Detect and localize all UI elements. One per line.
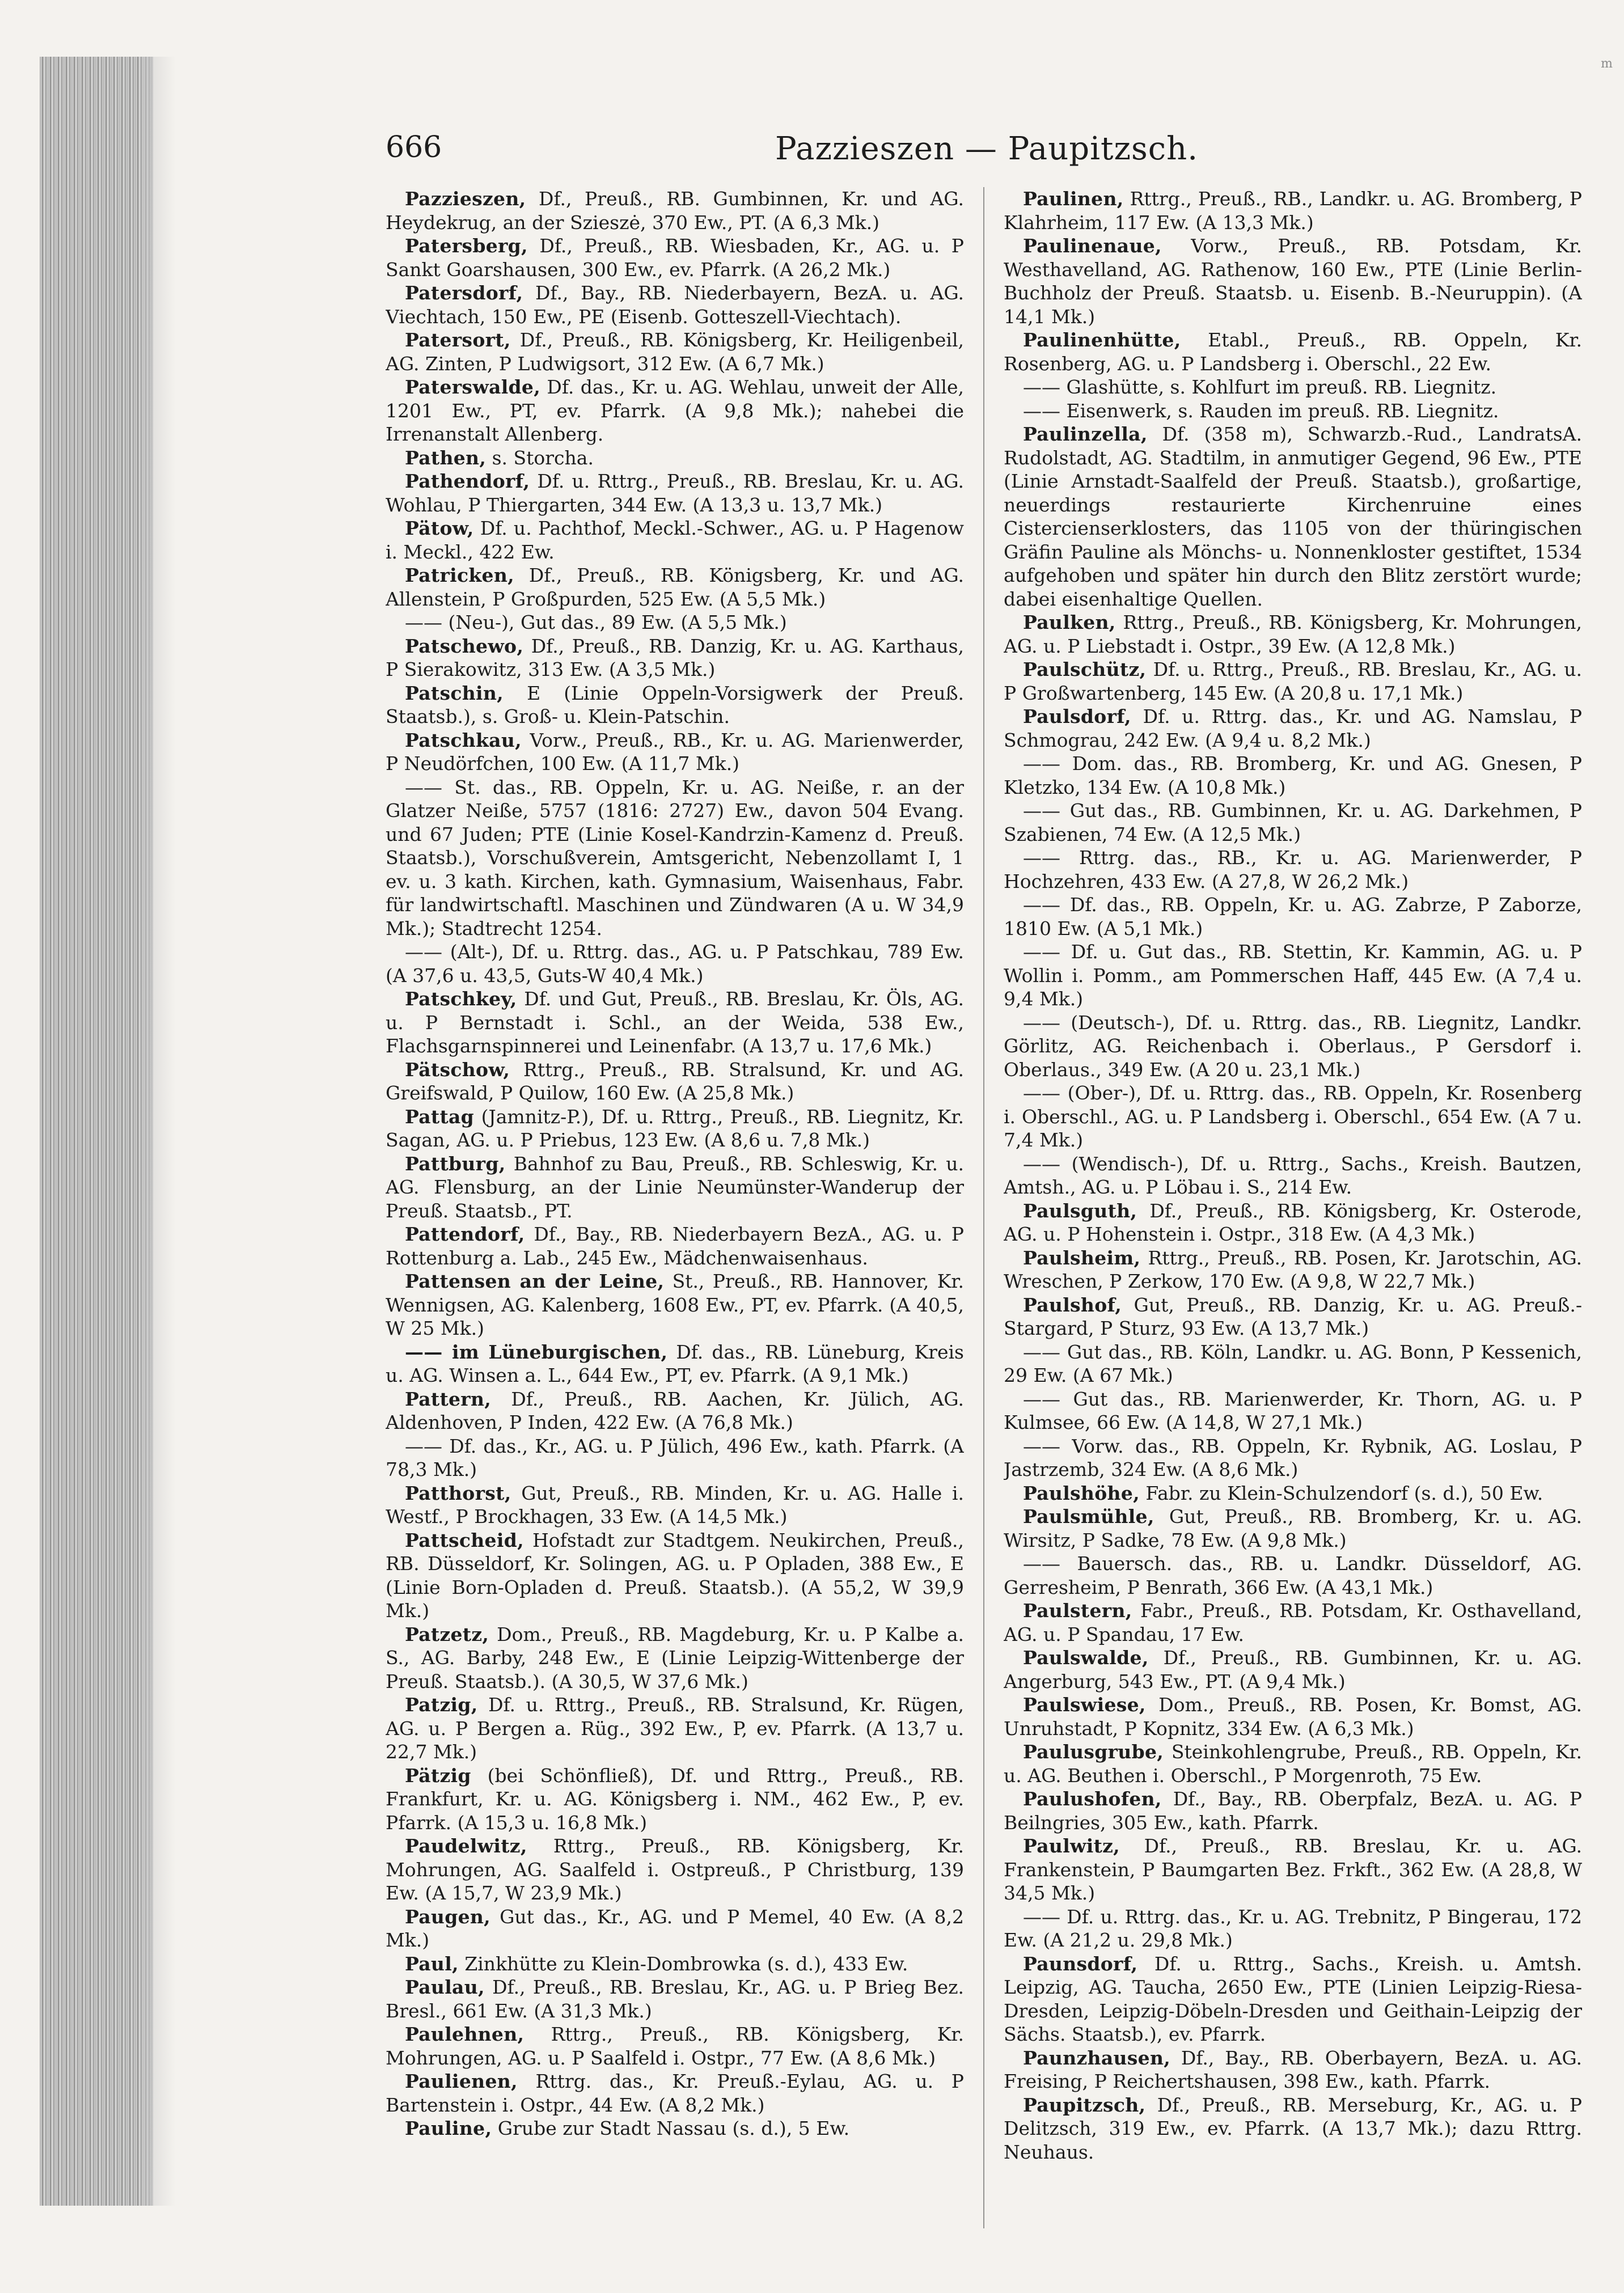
entry-text: Vorw., Preuß., RB., Kr. u. AG. Marienwerder, P Neudörfchen, 100 Ew. (A 11,7 Mk.) [386, 729, 964, 775]
entry-text: —— Df. das., Kr., AG. u. P Jülich, 496 Ew., kath. Pfarrk. (A 78,3 Mk.) [386, 1435, 964, 1480]
entry-text: Df., Preuß., RB. Königsberg, Kr. Heiligenbeil, AG. Zinten, P Ludwigsort, 312 Ew. (A 6,7 Mk.) [386, 329, 964, 375]
gazetteer-entry [386, 234, 964, 281]
entry-text: Df. das., RB. Lüneburg, Kreis u. AG. Winsen a. L., 644 Ew., PT, ev. Pfarrk. (A 9,1 Mk.) [386, 1340, 964, 1386]
entry-headword: Pattburg, [405, 1152, 506, 1175]
entry-text: Df., Preuß., RB. Wiesbaden, Kr., AG. u. P Sankt Goarshausen, 300 Ew., ev. Pfarrk. (A 26,2 Mk.) [386, 235, 964, 281]
gazetteer-entry [1004, 893, 1582, 940]
gazetteer-entry [1004, 1952, 1582, 2046]
entry-text: Rttrg., Preuß., RB. Königsberg, Kr. Mohrungen, AG. u. P Saalfeld i. Ostpr., 77 Ew. (A 8,6 Mk.) [386, 2023, 964, 2069]
entry-headword: Pathendorf, [405, 470, 530, 492]
entry-text: —— Gut das., RB. Köln, Landkr. u. AG. Bonn, P Kessenich, 29 Ew. (A 67 Mk.) [1004, 1340, 1582, 1386]
entry-headword: Paulinen, [1023, 188, 1124, 210]
entry-headword: Patersort, [405, 329, 511, 351]
gazetteer-entry [386, 611, 964, 634]
entry-headword: Paulsmühle, [1023, 1505, 1154, 1528]
gazetteer-entry [386, 1975, 964, 2023]
gazetteer-entry [386, 281, 964, 328]
gazetteer-entry [1004, 1340, 1582, 1387]
entry-text: Gut, Preuß., RB. Minden, Kr. u. AG. Halle i. Westf., P Brockhagen, 33 Ew. (A 14,5 Mk.) [386, 1482, 964, 1528]
entry-text: Df., Preuß., RB. Breslau, Kr. u. AG. Frankenstein, P Baumgarten Bez. Frkft., 362 Ew. (A 28,8, W 34,5 Mk.) [1004, 1835, 1582, 1904]
entry-headword: —— im Lüneburgischen, [405, 1340, 668, 1363]
gazetteer-entry [386, 446, 964, 470]
entry-text: —— St. das., RB. Oppeln, Kr. u. AG. Neiße, r. an der Glatzer Neiße, 5757 (1816: 2727) Ew., davon 504 Evang. und 67 Juden; PTE (Linie Kosel-Kandrzin-Kamenz d. Preuß. Staatsb.), Vorschußverein, Amtsgericht, Nebenzollamt I, 1 ev. u. 3 kath. Kirchen, kath. Gymnasium, Waisenhaus, Fabr. für landwirtschaftl. Maschinen und Zündwaren (A u. W 34,9 Mk.); Stadtrecht 1254. [386, 776, 964, 940]
gazetteer-entry [1004, 611, 1582, 658]
entry-text: Rttrg., Preuß., RB. Stralsund, Kr. und AG. Greifswald, P Quilow, 160 Ew. (A 25,8 Mk.) [386, 1058, 964, 1104]
gazetteer-entry [1004, 1834, 1582, 1905]
gazetteer-entry [1004, 1246, 1582, 1293]
gazetteer-entry [1004, 1787, 1582, 1834]
gazetteer-entry [386, 1905, 964, 1952]
entry-text: —— Glashütte, s. Kohlfurt im preuß. RB. Liegnitz. [1023, 376, 1497, 398]
entry-text: s. Storcha. [492, 446, 594, 469]
entry-text: —— Df. das., RB. Oppeln, Kr. u. AG. Zabrze, P Zaborze, 1810 Ew. (A 5,1 Mk.) [1004, 894, 1582, 940]
entry-text: (Jamnitz-P.), Df. u. Rttrg., Preuß., RB. Liegnitz, Kr. Sagan, AG. u. P Priebus, 123 Ew. (A 8,6 u. 7,8 Mk.) [386, 1105, 964, 1151]
entry-text: Df., Preuß., RB. Danzig, Kr. u. AG. Karthaus, P Sierakowitz, 313 Ew. (A 3,5 Mk.) [386, 634, 964, 680]
gazetteer-entry [1004, 940, 1582, 1011]
gazetteer-entry [1004, 399, 1582, 423]
gazetteer-entry [386, 2070, 964, 2117]
entry-text: Df., Preuß., RB. Gumbinnen, Kr. und AG. Heydekrug, an der Szieszė, 370 Ew., PT. (A 6,3 Mk.) [386, 188, 964, 234]
gazetteer-entry [1004, 328, 1582, 375]
gazetteer-entry [1004, 1152, 1582, 1199]
entry-headword: Pattendorf, [405, 1223, 525, 1245]
gazetteer-entry [1004, 1599, 1582, 1646]
entry-headword: Paulswalde, [1023, 1647, 1149, 1669]
entry-headword: Pattensen an der Leine, [405, 1270, 665, 1292]
entry-text: Df. u. Pachthof, Meckl.-Schwer., AG. u. P Hagenow i. Meckl., 422 Ew. [386, 517, 964, 563]
entry-text: Df., Preuß., RB. Königsberg, Kr. und AG. Allenstein, P Großpurden, 525 Ew. (A 5,5 Mk.) [386, 564, 964, 610]
entry-text: Df., Preuß., RB. Aachen, Kr. Jülich, AG. Aldenhoven, P Inden, 422 Ew. (A 76,8 Mk.) [386, 1387, 964, 1433]
entry-text: Df., Preuß., RB. Breslau, Kr., AG. u. P Brieg Bez. Bresl., 661 Ew. (A 31,3 Mk.) [386, 1976, 964, 2022]
entry-text: Rttrg., Preuß., RB. Königsberg, Kr. Mohrungen, AG. Saalfeld i. Ostpreuß., P Christburg, 139 Ew. (A 15,7, W 23,9 Mk.) [386, 1835, 964, 1904]
gazetteer-entry [386, 1952, 964, 1976]
entry-text: Df., Preuß., RB. Gumbinnen, Kr. u. AG. Angerburg, 543 Ew., PT. (A 9,4 Mk.) [1004, 1647, 1582, 1693]
entry-headword: Patschkey, [405, 988, 517, 1010]
gazetteer-entry [1004, 846, 1582, 893]
entry-text: Fabr. zu Klein-Schulzendorf (s. d.), 50 Ew. [1145, 1482, 1543, 1504]
entry-text: (bei Schönfließ), Df. und Rttrg., Preuß., RB. Frankfurt, Kr. u. AG. Königsberg i. NM., 462 Ew., P, ev. Pfarrk. (A 15,3 u. 16,8 Mk.) [386, 1764, 964, 1834]
gazetteer-entry [1004, 1081, 1582, 1152]
entry-headword: Patschewo, [405, 634, 524, 657]
gazetteer-entry [386, 517, 964, 564]
gazetteer-entry [1004, 1693, 1582, 1740]
entry-headword: Paulusgrube, [1023, 1741, 1164, 1763]
entry-text: Df. u. Rttrg., Preuß., RB. Breslau, Kr., AG. u. P Großwartenberg, 145 Ew. (A 20,8 u. 17,1 Mk.) [1004, 658, 1582, 704]
gazetteer-entry [1004, 705, 1582, 752]
entry-text: Grube zur Stadt Nassau (s. d.), 5 Ew. [497, 2117, 850, 2139]
entry-text: Df., Preuß., RB. Merseburg, Kr., AG. u. P Delitzsch, 319 Ew., ev. Pfarrk. (A 13,7 Mk.); dazu Rttrg. Neuhaus. [1004, 2093, 1582, 2163]
entry-headword: Paulienen, [405, 2070, 518, 2092]
gazetteer-entry [1004, 1646, 1582, 1693]
gazetteer-entry [1004, 234, 1582, 328]
entry-text: Df., Bay., RB. Oberbayern, BezA. u. AG. Freising, P Reichertshausen, 398 Ew., kath. Pfarrk. [1004, 2046, 1582, 2092]
entry-text: Df. u. Rttrg., Sachs., Kreish. u. Amtsh. Leipzig, AG. Taucha, 2650 Ew., PTE (Linien Leipzig-Riesa-Dresden, Leipzig-Döbeln-Dresden und Geithain-Leipzig der Sächs. Staatsb.), ev. Pfarrk. [1004, 1952, 1582, 2045]
entry-headword: Paulushofen, [1023, 1788, 1162, 1810]
entry-headword: Paunzhausen, [1023, 2046, 1171, 2069]
entry-text: Hofstadt zur Stadtgem. Neukirchen, Preuß., RB. Düsseldorf, Kr. Solingen, AG. u. P Opladen, 388 Ew., E (Linie Born-Opladen d. Preuß. Staatsb.). (A 55,2, W 39,9 Mk.) [386, 1529, 964, 1622]
entry-text: Rttrg., Preuß., RB., Landkr. u. AG. Bromberg, P Klahrheim, 117 Ew. (A 13,3 Mk.) [1004, 188, 1582, 234]
entry-headword: Paulsheim, [1023, 1246, 1141, 1269]
entry-headword: Paulinzella, [1023, 423, 1148, 445]
gazetteer-entry [386, 2023, 964, 2070]
column-divider [983, 187, 984, 2228]
entry-text: —— Df. u. Rttrg. das., Kr. u. AG. Trebnitz, P Bingerau, 172 Ew. (A 21,2 u. 29,8 Mk.) [1004, 1905, 1582, 1951]
entry-text: St., Preuß., RB. Hannover, Kr. Wennigsen, AG. Kalenberg, 1608 Ew., PT, ev. Pfarrk. (A 40,5, W 25 Mk.) [386, 1270, 964, 1339]
entry-headword: Paulken, [1023, 611, 1116, 633]
gazetteer-entry [386, 1058, 964, 1105]
entry-headword: Patzetz, [405, 1623, 489, 1645]
scan-binding-shadow [142, 57, 176, 2206]
gazetteer-entry [386, 776, 964, 941]
entry-headword: Paulsguth, [1023, 1199, 1137, 1222]
gazetteer-entry [386, 729, 964, 776]
entry-text: Vorw., Preuß., RB. Potsdam, Kr. Westhavelland, AG. Rathenow, 160 Ew., PTE (Linie Berlin-Buchholz der Preuß. Staatsb. u. Eisenb. B.-Neuruppin). (A 14,1 Mk.) [1004, 235, 1582, 328]
entry-headword: Paterswalde, [405, 376, 540, 398]
entry-text: Df. u. Rttrg., Preuß., RB. Breslau, Kr. u. AG. Wohlau, P Thiergarten, 344 Ew. (A 13,3 u. 13,7 Mk.) [386, 470, 964, 516]
gazetteer-entry [1004, 1505, 1582, 1552]
entry-text: —— (Wendisch-), Df. u. Rttrg., Sachs., Kreish. Bautzen, Amtsh., AG. u. P Löbau i. S., 214 Ew. [1004, 1152, 1582, 1198]
right-column [1004, 187, 1582, 2245]
entry-headword: Paulshof, [1023, 1293, 1122, 1316]
gazetteer-entry [386, 1693, 964, 1764]
entry-text: Dom., Preuß., RB. Posen, Kr. Bomst, AG. Unruhstadt, P Kopnitz, 334 Ew. (A 6,3 Mk.) [1004, 1694, 1582, 1740]
entry-columns [386, 187, 1588, 2245]
gazetteer-entry [1004, 658, 1582, 705]
entry-headword: Pätzig [405, 1764, 471, 1787]
gazetteer-entry [1004, 1387, 1582, 1435]
entry-text: Df. das., Kr. u. AG. Wehlau, unweit der Alle, 1201 Ew., PT, ev. Pfarrk. (A 9,8 Mk.); nahebei die Irrenanstalt Allenberg. [386, 376, 964, 445]
entry-text: —— (Neu-), Gut das., 89 Ew. (A 5,5 Mk.) [405, 611, 787, 633]
entry-headword: Paupitzsch, [1023, 2093, 1146, 2116]
entry-text: Steinkohlengrube, Preuß., RB. Oppeln, Kr. u. AG. Beuthen i. Oberschl., P Morgenroth, 75 Ew. [1004, 1741, 1582, 1787]
gazetteer-entry [1004, 799, 1582, 846]
page-number: 666 [386, 130, 442, 164]
gazetteer-entry [386, 2117, 964, 2140]
entry-text: Df., Preuß., RB. Königsberg, Kr. Osterode, AG. u. P Hohenstein i. Ostpr., 318 Ew. (A 4,3 Mk.) [1004, 1199, 1582, 1245]
entry-text: —— (Deutsch-), Df. u. Rttrg. das., RB. Liegnitz, Landkr. Görlitz, AG. Reichenbach i. Oberlaus., P Gersdorf i. Oberlaus., 349 Ew. (A 20 u. 23,1 Mk.) [1004, 1011, 1582, 1081]
entry-headword: Paul, [405, 1952, 459, 1975]
gazetteer-entry [1004, 1199, 1582, 1246]
entry-text: Df., Bay., RB. Oberpfalz, BezA. u. AG. P Beilngries, 305 Ew., kath. Pfarrk. [1004, 1788, 1582, 1834]
gazetteer-entry [1004, 1435, 1582, 1482]
gazetteer-entry [386, 1435, 964, 1482]
gazetteer-entry [386, 187, 964, 234]
entry-text: E (Linie Oppeln-Vorsigwerk der Preuß. Staatsb.), s. Groß- u. Klein-Patschin. [386, 682, 964, 727]
entry-text: —— (Ober-), Df. u. Rttrg. das., RB. Oppeln, Kr. Rosenberg i. Oberschl., AG. u. P Landsberg i. Oberschl., 654 Ew. (A 7 u. 7,4 Mk.) [1004, 1082, 1582, 1151]
gazetteer-entry [386, 1222, 964, 1270]
entry-headword: Paulau, [405, 1976, 485, 1998]
gazetteer-entry [386, 1340, 964, 1387]
entry-text: Df. u. Rttrg., Preuß., RB. Stralsund, Kr. Rügen, AG. u. P Bergen a. Rüg., 392 Ew., P, ev. Pfarrk. (A 13,7 u. 22,7 Mk.) [386, 1694, 964, 1763]
entry-text: Rttrg. das., Kr. Preuß.-Eylau, AG. u. P Bartenstein i. Ostpr., 44 Ew. (A 8,2 Mk.) [386, 2070, 964, 2116]
entry-headword: Paulschütz, [1023, 658, 1147, 680]
gazetteer-entry [1004, 422, 1582, 611]
entry-text: Df. u. Rttrg. das., Kr. und AG. Namslau, P Schmograu, 242 Ew. (A 9,4 u. 8,2 Mk.) [1004, 705, 1582, 751]
entry-text: Rttrg., Preuß., RB. Königsberg, Kr. Mohrungen, AG. u. P Liebstadt i. Ostpr., 39 Ew. (A 12,8 Mk.) [1004, 611, 1582, 657]
entry-text: Gut, Preuß., RB. Bromberg, Kr. u. AG. Wirsitz, P Sadke, 78 Ew. (A 9,8 Mk.) [1004, 1505, 1582, 1551]
running-head: Pazzieszen — Paupitzsch. [775, 130, 1198, 167]
gazetteer-entry [386, 940, 964, 987]
entry-headword: Patschkau, [405, 729, 522, 751]
gazetteer-entry [1004, 2046, 1582, 2093]
gazetteer-entry [386, 564, 964, 611]
entry-text: —— Gut das., RB. Marienwerder, Kr. Thorn, AG. u. P Kulmsee, 66 Ew. (A 14,8, W 27,1 Mk.) [1004, 1387, 1582, 1433]
entry-headword: Patzig, [405, 1694, 478, 1716]
gazetteer-entry [1004, 1905, 1582, 1952]
entry-text: —— Gut das., RB. Gumbinnen, Kr. u. AG. Darkehmen, P Szabienen, 74 Ew. (A 12,5 Mk.) [1004, 799, 1582, 845]
entry-text: —— Rttrg. das., RB., Kr. u. AG. Marienwerder, P Hochzehren, 433 Ew. (A 27,8, W 26,2 Mk.) [1004, 847, 1582, 892]
entry-headword: Patthorst, [405, 1482, 511, 1504]
entry-text: —— Eisenwerk, s. Rauden im preuß. RB. Liegnitz. [1023, 399, 1499, 422]
gazetteer-entry [386, 1152, 964, 1223]
entry-text: Df., Bay., RB. Niederbayern BezA., AG. u. P Rottenburg a. Lab., 245 Ew., Mädchenwaisenhaus. [386, 1223, 964, 1269]
gazetteer-entry [386, 1387, 964, 1435]
left-column [386, 187, 964, 2245]
scan-binding-edge [40, 57, 153, 2206]
gazetteer-entry [1004, 1293, 1582, 1340]
entry-headword: Paulswiese, [1023, 1694, 1146, 1716]
entry-headword: Paulsdorf, [1023, 705, 1131, 727]
entry-headword: Paulinenhütte, [1023, 329, 1181, 351]
entry-text: Etabl., Preuß., RB. Oppeln, Kr. Rosenberg, AG. u. P Landsberg i. Oberschl., 22 Ew. [1004, 329, 1582, 375]
entry-headword: Paudelwitz, [405, 1835, 527, 1857]
entry-headword: Pätow, [405, 517, 474, 539]
gazetteer-entry [386, 375, 964, 446]
entry-headword: Patricken, [405, 564, 514, 586]
entry-headword: Paugen, [405, 1905, 490, 1928]
entry-text: Gut, Preuß., RB. Danzig, Kr. u. AG. Preuß.-Stargard, P Sturz, 93 Ew. (A 13,7 Mk.) [1004, 1293, 1582, 1339]
entry-text: —— Df. u. Gut das., RB. Stettin, Kr. Kammin, AG. u. P Wollin i. Pomm., am Pommerschen Haff, 445 Ew. (A 7,4 u. 9,4 Mk.) [1004, 941, 1582, 1010]
entry-text: Df. (358 m), Schwarzb.-Rud., LandratsA. Rudolstadt, AG. Stadtilm, in anmutiger Gegend, 96 Ew., PTE (Linie Arnstadt-Saalfeld der Preuß. Staatsb.), großartige, neuerdings restaurierte Kirchenruine eines Cistercienserklosters, das 1105 von der thüringischen Gräfin Pauline als Mönchs- u. Nonnenkloster gestiftet, 1534 aufgehoben und später hin durch den Blitz zerstört wurde; dabei eisenhaltige Quellen. [1004, 423, 1582, 610]
entry-text: —— (Alt-), Df. u. Rttrg. das., AG. u. P Patschkau, 789 Ew. (A 37,6 u. 43,5, Guts-W 40,4 Mk.) [386, 941, 964, 987]
gazetteer-entry [386, 1105, 964, 1152]
entry-text: Df., Bay., RB. Niederbayern, BezA. u. AG. Viechtach, 150 Ew., PE (Eisenb. Gotteszell-Viechtach). [386, 282, 964, 328]
gazetteer-entry [386, 634, 964, 682]
gazetteer-entry [386, 682, 964, 729]
entry-text: Gut das., Kr., AG. und P Memel, 40 Ew. (A 8,2 Mk.) [386, 1905, 964, 1951]
gazetteer-entry [386, 1764, 964, 1835]
gazetteer-entry [386, 1270, 964, 1340]
gazetteer-entry [1004, 375, 1582, 399]
entry-text: Rttrg., Preuß., RB. Posen, Kr. Jarotschin, AG. Wreschen, P Zerkow, 170 Ew. (A 9,8, W 22,7 Mk.) [1004, 1246, 1582, 1292]
gazetteer-entry [1004, 1011, 1582, 1082]
gazetteer-entry [386, 1482, 964, 1529]
gazetteer-entry [386, 1623, 964, 1694]
entry-text: —— Vorw. das., RB. Oppeln, Kr. Rybnik, AG. Loslau, P Jastrzemb, 324 Ew. (A 8,6 Mk.) [1004, 1435, 1582, 1480]
entry-headword: Pauline, [405, 2117, 492, 2139]
entry-text: Fabr., Preuß., RB. Potsdam, Kr. Osthavelland, AG. u. P Spandau, 17 Ew. [1004, 1600, 1582, 1645]
gazetteer-entry [1004, 1740, 1582, 1787]
entry-headword: Pattscheid, [405, 1529, 524, 1551]
entry-text: Zinkhütte zu Klein-Dombrowka (s. d.), 433 Ew. [464, 1952, 908, 1975]
entry-headword: Patersdorf, [405, 282, 523, 304]
entry-headword: Pathen, [405, 446, 487, 469]
entry-text: Dom., Preuß., RB. Magdeburg, Kr. u. P Kalbe a. S., AG. Barby, 248 Ew., E (Linie Leipzig-Wittenberge der Preuß. Staatsb.). (A 30,5, W 37,6 Mk.) [386, 1623, 964, 1693]
gazetteer-entry [386, 1834, 964, 1905]
entry-headword: Patersberg, [405, 235, 528, 257]
entry-headword: Paulwitz, [1023, 1835, 1120, 1857]
entry-headword: Pätschow, [405, 1058, 510, 1081]
gazetteer-page [386, 125, 1588, 2257]
gazetteer-entry [386, 469, 964, 517]
entry-headword: Pazzieszen, [405, 188, 526, 210]
entry-text: —— Bauersch. das., RB. u. Landkr. Düsseldorf, AG. Gerresheim, P Benrath, 366 Ew. (A 43,1 Mk.) [1004, 1552, 1582, 1598]
entry-text: —— Dom. das., RB. Bromberg, Kr. und AG. Gnesen, P Kletzko, 134 Ew. (A 10,8 Mk.) [1004, 752, 1582, 798]
entry-headword: Paulehnen, [405, 2023, 525, 2045]
gazetteer-entry [1004, 752, 1582, 799]
gazetteer-entry [1004, 1482, 1582, 1505]
entry-headword: Pattag [405, 1105, 475, 1128]
entry-text: Df. und Gut, Preuß., RB. Breslau, Kr. Öls, AG. u. P Bernstadt i. Schl., an der Weida, 538 Ew., Flachsgarnspinnerei und Leinenfabr. (A 13,7 u. 17,6 Mk.) [386, 988, 964, 1057]
entry-text: Bahnhof zu Bau, Preuß., RB. Schleswig, Kr. u. AG. Flensburg, an der Linie Neumünster-Wanderup der Preuß. Staatsb., PT. [386, 1152, 964, 1222]
entry-headword: Paulshöhe, [1023, 1482, 1140, 1504]
entry-headword: Paulinenaue, [1023, 235, 1162, 257]
entry-headword: Paulstern, [1023, 1600, 1132, 1622]
gazetteer-entry [386, 328, 964, 375]
corner-mark: m [1601, 57, 1613, 71]
gazetteer-entry [1004, 187, 1582, 234]
entry-headword: Paunsdorf, [1023, 1952, 1138, 1975]
entry-headword: Patschin, [405, 682, 504, 704]
gazetteer-entry [1004, 2093, 1582, 2164]
gazetteer-entry [386, 1529, 964, 1623]
page-header [386, 125, 1588, 187]
entry-headword: Pattern, [405, 1387, 492, 1410]
gazetteer-entry [1004, 1552, 1582, 1599]
gazetteer-entry [386, 987, 964, 1058]
